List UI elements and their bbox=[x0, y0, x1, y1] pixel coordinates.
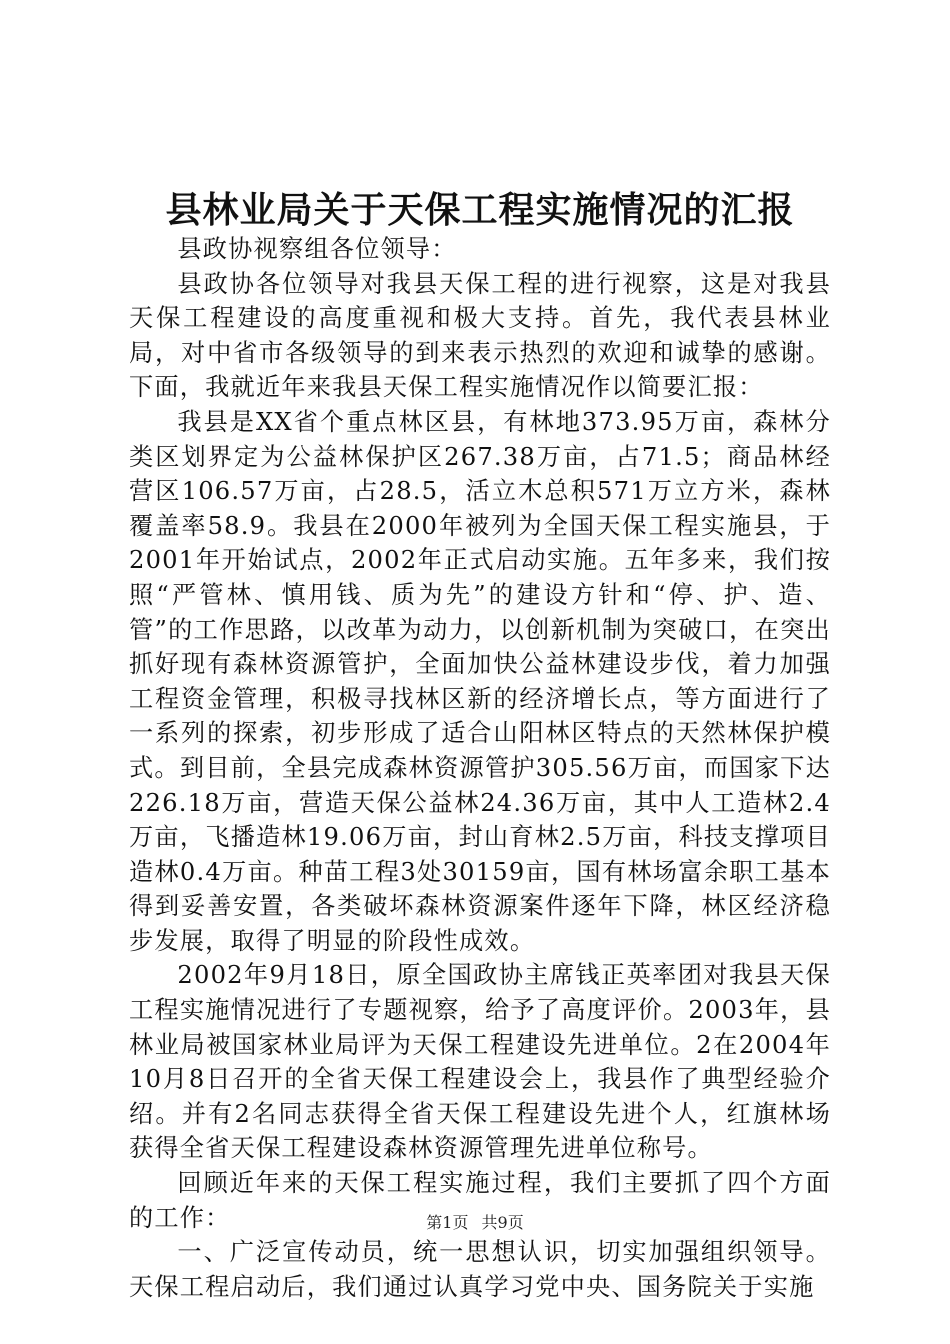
body-paragraph: 2002年9月18日，原全国政协主席钱正英率团对我县天保工程实施情况进行了专题视察，给予了高度评价。2003年，县林业局被国家林业局评为天保工程建设先进单位。2在2004年10月8日召开的全省天保工程建设会上，我县作了典型经验介绍。并有2名同志获得全省天保工程建设先进个人，红旗林场获得全省天保工程建设森林资源管理先进单位称号。 bbox=[129, 961, 831, 1163]
page-number: 第1页 bbox=[426, 1213, 469, 1232]
body-paragraph: 一、广泛宣传动员，统一思想认识，切实加强组织领导。天保工程启动后，我们通过认真学习党中央、国务院关于实施 bbox=[129, 1238, 831, 1301]
document-body bbox=[129, 232, 831, 1304]
page-footer bbox=[0, 1212, 950, 1234]
body-paragraph: 我县是XX省个重点林区县，有林地373.95万亩，森林分类区划界定为公益林保护区267.38万亩，占71.5；商品林经营区106.57万亩，占28.5，活立木总积571万立方米，森林覆盖率58.9。我县在2000年被列为全国天保工程实施县，于2001年开始试点，2002年正式启动实施。五年多来，我们按照“严管林、慎用钱、质为先”的建设方针和“停、护、造、管”的工作思路，以改革为动力，以创新机制为突破口，在突出抓好现有森林资源管护，全面加快公益林建设步伐，着力加强工程资金管理，积极寻找林区新的经济增长点，等方面进行了一系列的探索，初步形成了适合山阳林区特点的天然林保护模式。到目前，全县完成森林资源管护305.56万亩，而国家下达226.18万亩，营造天保公益林24.36万亩，其中人工造林2.4万亩，飞播造林19.06万亩，封山育林2.5万亩，科技支撑项目造林0.4万亩。种苗工程3处30159亩，国有林场富余职工基本得到妥善安置，各类破坏森林资源案件逐年下降，林区经济稳步发展，取得了明显的阶段性成效。 bbox=[129, 407, 831, 955]
body-paragraph: 回顾近年来的天保工程实施过程，我们主要抓了四个方面的工作： bbox=[129, 1169, 831, 1232]
document-title: 县林业局关于天保工程实施情况的汇报 bbox=[165, 189, 795, 231]
page-total: 共9页 bbox=[481, 1213, 524, 1232]
body-paragraph: 县政协各位领导对我县天保工程的进行视察，这是对我县天保工程建设的高度重视和极大支持。首先，我代表县林业局，对中省市各级领导的到来表示热烈的欢迎和诚挚的感谢。下面，我就近年来我县天保工程实施情况作以简要汇报： bbox=[129, 269, 831, 402]
salutation-paragraph: 县政协视察组各位领导： bbox=[177, 235, 457, 263]
